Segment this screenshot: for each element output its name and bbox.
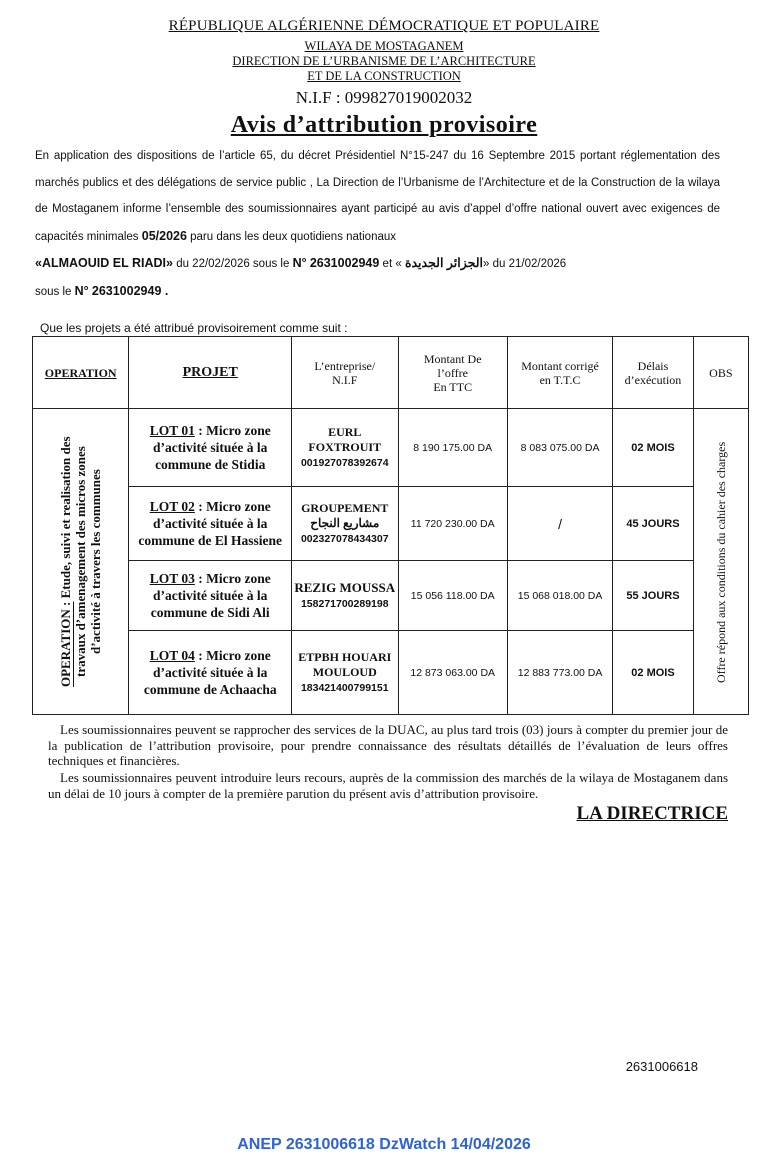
intro-num-2: 2631002949 .	[91, 283, 169, 298]
corrected-amount: /	[507, 487, 612, 561]
offer-amount: 8 190 175.00 DA	[398, 409, 507, 487]
intro-text-1: En application des dispositions de l’article 65, du décret Présidentiel N°15-247 du 16 Septembre 2015 portant réglementation des marchés publics et des délégations de service public , La Direction de l’Urbanisme de l’Architecture et de la Construction de la wilaya de Mostaganem informe l’ensemble des soumissionnaires ayant participé au avis d’appel d’offre national ouvert avec exigences de capacités minimales	[35, 150, 720, 243]
offer-amount: 11 720 230.00 DA	[398, 487, 507, 561]
intro-avis-ref: 05/2026	[141, 228, 187, 243]
table-row	[33, 487, 749, 561]
header-direction: DIRECTION DE L’URBANISME DE L’ARCHITECTURE	[232, 54, 536, 68]
anep-watermark: ANEP 2631006618 DzWatch 14/04/2026	[237, 1136, 531, 1153]
header-nif: N.I.F : 099827019002032	[295, 88, 473, 107]
table-row	[33, 561, 749, 631]
company-cell: GROUPEMENT مشاريع النجاح 002327078434307	[292, 487, 399, 561]
company-cell: ETPBH HOUARI MOULOUD 183421400799151	[292, 631, 399, 715]
project-cell: LOT 04 : Micro zone d’activité située à la commune de Achaacha	[129, 631, 292, 715]
footer-paragraph-2: Les soumissionnaires peuvent introduire leurs recours, auprès de la commission des marchés de la wilaya de Mostaganem dans un délai de 10 jours à compter de la première parution du présent avis d’attribution provisoire.	[48, 770, 728, 801]
col-header-obs: OBS	[693, 337, 748, 409]
col-header-montant: Montant De l’offre En TTC	[398, 337, 507, 409]
obs-cell	[693, 409, 748, 715]
intro-journal-2: الجزائر الجديدة	[404, 256, 484, 270]
col-header-entreprise: L’entreprise/ N.I.F	[292, 337, 399, 409]
table-intro: Que les projets a été attribué provisoirement comme suit :	[40, 321, 348, 335]
corrected-amount: 12 883 773.00 DA	[507, 631, 612, 715]
col-header-corrige: Montant corrigé en T.T.C	[507, 337, 612, 409]
company-cell: REZIG MOUSSA 158271700289198	[292, 561, 399, 631]
col-header-delais: Délais d’exécution	[613, 337, 693, 409]
intro-text-3: du 22/02/2026 sous le	[176, 258, 290, 270]
intro-text-4: et «	[382, 258, 402, 270]
col-header-operation: OPERATION	[33, 337, 129, 409]
delay-cell: 45 JOURS	[613, 487, 693, 561]
page-title: Avis d’attribution provisoire	[230, 112, 538, 138]
offer-amount: 12 873 063.00 DA	[398, 631, 507, 715]
intro-paragraph	[35, 143, 720, 305]
operation-text: OPERATION : Etude, suivi et realisation des travaux d’amenagement des micros zones d’activité à travers les communes	[58, 436, 104, 687]
header-construction: ET DE LA CONSTRUCTION	[307, 69, 461, 83]
intro-num-1: 2631002949	[309, 256, 380, 270]
company-cell: EURL FOXTROUIT 001927078392674	[292, 409, 399, 487]
attribution-table	[32, 336, 749, 715]
project-cell: LOT 03 : Micro zone d’activité située à la commune de Sidi Ali	[129, 561, 292, 631]
intro-journal-1: «ALMAOUID EL RIADI»	[35, 256, 173, 270]
table-row	[33, 631, 749, 715]
offer-amount: 15 056 118.00 DA	[398, 561, 507, 631]
intro-num-label: N°	[292, 256, 307, 270]
header-wilaya: WILAYA DE MOSTAGANEM	[304, 39, 464, 53]
intro-text-6: sous le	[35, 285, 72, 298]
corrected-amount: 15 068 018.00 DA	[507, 561, 612, 631]
corrected-amount: 8 083 075.00 DA	[507, 409, 612, 487]
intro-num-label-2: N°	[74, 283, 89, 298]
reference-number: 2631006618	[625, 1059, 698, 1074]
col-header-projet: PROJET	[129, 337, 292, 409]
footer-paragraph-1: Les soumissionnaires peuvent se rapprocher des services de la DUAC, au plus tard trois (03) jours à compter du premier jour de la publication de l’attribution provisoire, pour prendre connaissance des résultats détaillés de l’évaluation de leurs offres techniques et financières.	[48, 722, 728, 768]
delay-cell: 02 MOIS	[613, 409, 693, 487]
signature: LA DIRECTRICE	[576, 803, 728, 824]
project-cell: LOT 01 : Micro zone d’activité située à la commune de Stidia	[129, 409, 292, 487]
operation-cell	[33, 409, 129, 715]
delay-cell: 02 MOIS	[613, 631, 693, 715]
intro-text-2: paru dans les deux quotidiens nationaux	[190, 230, 397, 243]
obs-text: Offre répond aux conditions du cahier des charges	[713, 440, 728, 683]
header-republic: RÉPUBLIQUE ALGÉRIENNE DÉMOCRATIQUE ET POPULAIRE	[168, 18, 600, 34]
table-row	[33, 409, 749, 487]
intro-text-5: » du 21/02/2026	[483, 258, 567, 270]
delay-cell: 55 JOURS	[613, 561, 693, 631]
project-cell: LOT 02 : Micro zone d’activité située à la commune de El Hassiene	[129, 487, 292, 561]
